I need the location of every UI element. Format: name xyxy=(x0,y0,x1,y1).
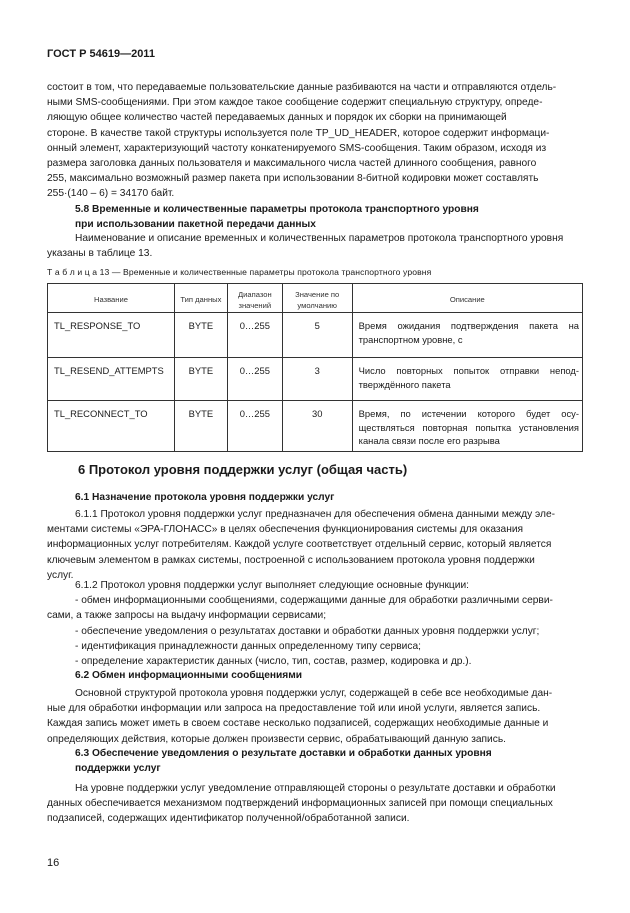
cell-default: 3 xyxy=(282,358,352,401)
cell-name: TL_RESPONSE_TO xyxy=(48,313,175,358)
cell-default: 30 xyxy=(282,401,352,452)
cell-type: BYTE xyxy=(174,358,227,401)
section-5-8-heading xyxy=(75,202,479,232)
section-6-heading: 6 Протокол уровня поддержки услуг (общая часть) xyxy=(78,462,408,477)
section-6-3-text xyxy=(47,781,583,827)
heading-line: 6.3 Обеспечение уведомления о результате доставки и обработки данных уровня xyxy=(75,748,492,759)
cell-range: 0…255 xyxy=(227,401,282,452)
section-6-2-text xyxy=(47,686,583,747)
text-line: 255, максимально возможный размер пакета при использовании 8-битной кодировки может составлять xyxy=(47,173,539,185)
document-header: ГОСТ Р 54619—2011 xyxy=(47,48,155,60)
table-caption: Т а б л и ц а 13 — Временные и количественные параметры протокола транспортного уровня xyxy=(47,267,432,277)
cell-type: BYTE xyxy=(174,401,227,452)
text-line: указаны в таблице 13. xyxy=(47,248,153,260)
text-line: ляющую общее количество частей передаваемых данных и порядок их сборки на принимающей xyxy=(47,112,507,124)
text-line: На уровне поддержки услуг уведомление отправляющей стороны о результате доставки и обработки xyxy=(75,783,556,794)
table-row xyxy=(48,313,583,358)
text-line: 6.1.2 Протокол уровня поддержки услуг выполняет следующие основные функции: xyxy=(75,580,469,591)
list-item: - обмен информационными сообщениями, содержащими данные для обработки различными серви- xyxy=(75,595,553,607)
text-line: определяющих действия, которые должен произвести сервис, обрабатывающий данную запись. xyxy=(47,733,506,745)
text-line: 6.1.1 Протокол уровня поддержки услуг предназначен для обеспечения обмена данными между эле- xyxy=(75,509,556,520)
heading-line: при использовании пакетной передачи данных xyxy=(75,219,316,230)
text-line: 255·(140 – 6) = 34170 байт. xyxy=(47,188,175,200)
intro-paragraph xyxy=(47,80,583,202)
heading-line: поддержки услуг xyxy=(75,763,161,774)
cell-type: BYTE xyxy=(174,313,227,358)
text-line: стороне. В качестве такой структуры используется поле TP_UD_HEADER, которое содержит информаци- xyxy=(47,127,550,139)
cell-name: TL_RESEND_ATTEMPTS xyxy=(48,358,175,401)
text-line: онный элемент, характеризующий частоту конкатенируемого SMS-сообщения. Таким образом, исходя из xyxy=(47,142,547,154)
parameters-table xyxy=(47,283,583,452)
cell-name: TL_RECONNECT_TO xyxy=(48,401,175,452)
text-line: состоит в том, что передаваемые пользовательские данные разбиваются на части и отправляются отдель- xyxy=(47,82,557,93)
section-6-3-heading xyxy=(75,746,492,776)
section-6-2-heading: 6.2 Обмен информационными сообщениями xyxy=(75,670,303,681)
cell-range: 0…255 xyxy=(227,313,282,358)
page-number: 16 xyxy=(47,857,60,869)
column-header: Описание xyxy=(352,284,582,313)
text-line: Наименование и описание временных и количественных параметров протокола транспортного уровня xyxy=(75,233,564,244)
text-line: ными SMS-сообщениями. При этом каждое такое сообщение содержит специальную структуру, опреде- xyxy=(47,97,543,109)
list-item: - обеспечение уведомления о результатах доставки и обработки данных уровня поддержки услуг; xyxy=(75,625,540,637)
text-line: ные для обработки информации или запроса на предоставление той или иной услуги, является запись. xyxy=(47,703,541,715)
list-item: - идентификация принадлежности данных определенному типу сервиса; xyxy=(75,640,421,652)
text-line: ключевым элементом в рамках системы, построенной с использованием протокола уровня поддержки xyxy=(47,554,535,566)
table-header-row xyxy=(48,284,583,313)
text-line: данных обеспечивается механизмом подтверждений информационных записей при помощи специальных xyxy=(47,798,553,810)
cell-description: Время, по истечении которого будет осу-ществляться повторная попытка установления канала связи после его разрыва xyxy=(352,401,582,452)
column-header: Тип данных xyxy=(174,284,227,313)
section-6-1-1-text xyxy=(47,507,583,583)
list-item: сами, а также запросы на выдачу информации сервисами; xyxy=(47,610,327,622)
heading-line: 5.8 Временные и количественные параметры протокола транспортного уровня xyxy=(75,204,479,215)
list-item: - определение характеристик данных (число, тип, состав, размер, кодировка и др.). xyxy=(75,656,472,668)
cell-range: 0…255 xyxy=(227,358,282,401)
cell-description: Время ожидания подтверждения пакета на транспортном уровне, с xyxy=(352,313,582,358)
column-header: Название xyxy=(48,284,175,313)
text-line: Каждая запись может иметь в своем составе несколько подзаписей, содержащих необходимые данные и xyxy=(47,718,549,730)
text-line: ментами системы «ЭРА-ГЛОНАСС» в целях обеспечения функционирования системы для оказания xyxy=(47,524,524,536)
text-line: информационных услуг потребителям. Каждой услуге соответствует отдельный сервис, который является xyxy=(47,539,552,551)
table-row xyxy=(48,401,583,452)
text-line: подзаписей, содержащих идентификатор полученной/обработанной записи. xyxy=(47,813,410,825)
text-line: услуг. xyxy=(47,569,74,581)
column-header: Диапазон значений xyxy=(227,284,282,313)
cell-default: 5 xyxy=(282,313,352,358)
table-row xyxy=(48,358,583,401)
cell-description: Число повторных попыток отправки непод-тверждённого пакета xyxy=(352,358,582,401)
column-header: Значение по умолчанию xyxy=(282,284,352,313)
section-5-8-text xyxy=(47,231,583,261)
text-line: размера заголовка данных пользователя и максимального числа частей длинного сообщения, равного xyxy=(47,158,537,170)
section-6-1-heading: 6.1 Назначение протокола уровня поддержки услуг xyxy=(75,492,335,503)
section-6-1-2-text xyxy=(47,578,583,669)
text-line: Основной структурой протокола уровня поддержки услуг, содержащей в себе все необходимые дан- xyxy=(75,688,553,699)
